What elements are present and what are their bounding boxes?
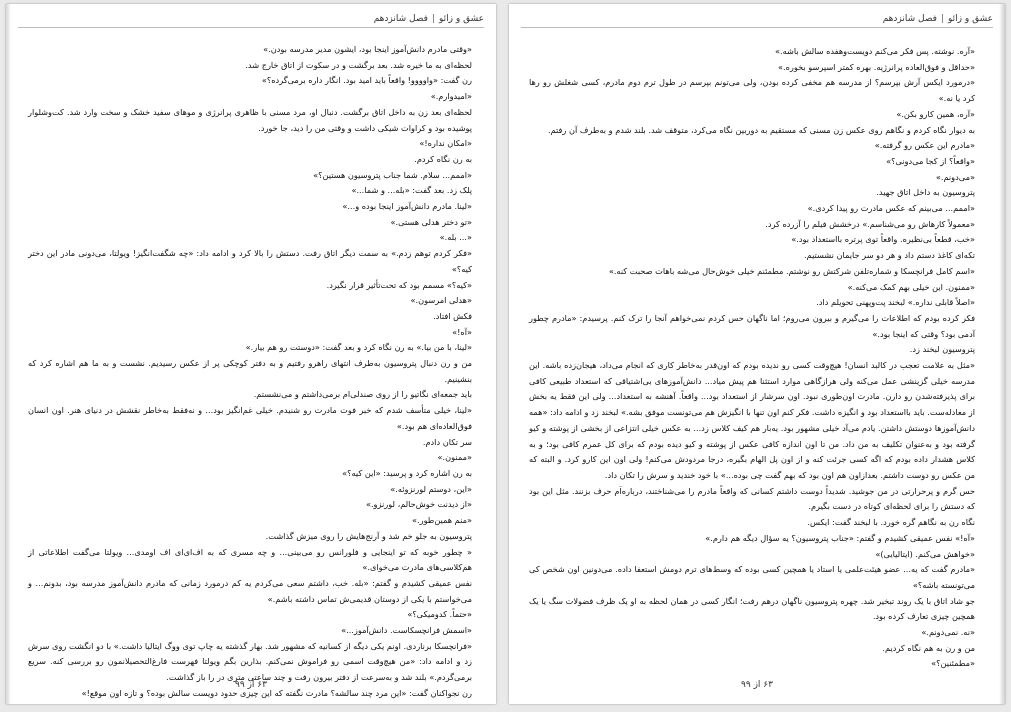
paragraph: «آره، همین کارو بکن.» xyxy=(896,108,975,119)
paragraph: سر تکان دادم. xyxy=(422,436,472,447)
running-header: عشق و زائو|فصل شانزدهم xyxy=(18,14,484,28)
paragraph: «کیه؟» مسمم بود که تحت‌تأثیر قرار نگیرد. xyxy=(326,279,472,290)
paragraph: به دیوار نگاه کردم و نگاهم روی عکس زن مسنی که مستقیم به دوربین نگاه می‌کرد، متوقف شد. بلند شدم و به‌طرف آن رفتم. xyxy=(547,124,975,135)
page-number: ۶۳ از ۹۹ xyxy=(741,680,773,690)
right-page xyxy=(509,4,1005,704)
paragraph: «لینا. مادرم دانش‌آموز اینجا بوده و...» xyxy=(342,201,472,212)
paragraph: «اسمش فرانچسکاست. دانش‌آموز...» xyxy=(341,625,472,636)
paragraph: «اممم... سلام. شما جناب پتروسیون هستین؟» xyxy=(313,169,472,180)
paragraph: «فکر کردم توهم زدم.» به سمت دیگر اتاق رفت. دستش را بالا کرد و ادامه داد: «چه شگفت‌انگیز! ویولتا، می‌دونی مادر این دختر کیه؟» xyxy=(28,248,472,274)
paragraph: حس گرم و پرحرارتی در من جوشید. شدیداً دوست داشتم کسانی که واقعاً مادرم را می‌شناختند، درباره‌اَم حرف بزنند. مثل این بود که دستش را برای لحظه‌ای کوتاه در دست بگیرم. xyxy=(529,485,975,512)
paragraph: «هدلی امرسون.» xyxy=(410,295,472,306)
paragraph: لحظه‌ای به ما خیره شد. بعد برگشت و در سکوت از اتاق خارج شد. xyxy=(245,59,472,70)
scan-shadow xyxy=(6,4,11,704)
chapter-title: فصل شانزدهم xyxy=(882,14,937,24)
paragraph: پلک زد. بعد گفت: «بله... و شما...» xyxy=(351,185,472,196)
paragraph: رن نجواکنان گفت: «این مرد چند سالشه؟ مادرت نگفته که این چیزی حدود دویست سالش بوده؟ و تازه اون موقع!» xyxy=(81,687,472,698)
page-number: ۶۳ از ۹۹ xyxy=(235,680,267,690)
paragraph: «ممنون. این خیلی بهم کمک می‌کنه.» xyxy=(847,281,975,292)
paragraph: «واقعاً؟ از کجا می‌دونی؟» xyxy=(886,155,975,166)
paragraph: «خواهش می‌کنم. (ایتالیایی)» xyxy=(875,548,975,559)
paragraph: «... بله.» xyxy=(439,232,472,243)
paragraph: به رن نگاه کردم. xyxy=(414,153,472,164)
paragraph: «مطمئنین؟» xyxy=(931,658,975,669)
paragraph: «نه. نمی‌دونم.» xyxy=(921,627,975,638)
paragraph: «فرانچسکا برناردی. اونم یکی دیگه از کسانیه که مشهور شد. بهار گذشته یه چاپ توی ووگ ایتالیا داشت.» با دو انگشت روی سرش زد و ادامه داد: «من هیچ‌وقت اسمی رو فراموش نمی‌کنم. بذارین بگم ویولتا فهرست فارغ‌التحصیلانمون رو بررسی کنه. سریع برمی‌گردم.» بلند شد و به‌سرعت از دفتر بیرون رفت و چند ساعتی متری در را باز گذاشت. xyxy=(28,640,472,683)
paragraph: «این، دوستم لورنزوئه.» xyxy=(390,483,472,494)
paragraph: فکر کرده بودم که اطلاعات را می‌گیرم و بیرون می‌روم؛ اما ناگهان حس کردم نمی‌خواهم آنجا را ترک کنم. پرسیدم: «مادرم چطور آدمی بود؟ وقتی که اینجا بود.» xyxy=(529,312,975,339)
paragraph: «مادرم گفت که یه... عضو هیئت‌علمی یا استاد یا همچین کسی بوده که وسط‌های ترم دومش استعفا داده. می‌دونین اون شخص کی می‌تونسته باشه؟» xyxy=(529,564,975,590)
paragraph: تکه‌ای کاغذ دستم داد و هر دو سر جایمان نشستیم. xyxy=(804,250,975,261)
paragraph: «آره. نوشته. پس فکر می‌کنم دویست‌وهفده سالش باشه.» xyxy=(774,46,975,56)
paragraph: به رن اشاره کرد و پرسید: «این کیه؟» xyxy=(342,467,472,478)
paragraph: «منم همین‌طور.» xyxy=(412,515,472,526)
paragraph: پتروسیون به جلو خم شد و آرنج‌هایش را روی میزش گذاشت. xyxy=(265,530,472,541)
paragraph: «مثل به علامت تعجب در کالبد انسان! هیچ‌وقت کسی رو ندیده بودم که اون‌قدر به‌خاطر کاری که انجام می‌داد، هیجان‌زده باشه. این مدرسه خیلی گزینشی عمل می‌کنه ولی هرازگاهی موارد استثنا هم پیش میاد... دانش‌آموزهای بی‌اشتیاقی که استعداد طبیعی کافی برای پذیرفته‌شدن رو دارن. مادرت اون‌طوری نبود. اون سرشار از استعداد بود... واقعاً. آهنشه به استعداد... ولی این فقط یه بخش از معادله‌ست. باید بااستعداد بود و انگیزه داشت. فکر کنم اون تنها با انگیزش هم می‌تونست موفق بشه.» لبخند زد و ادامه داد: «همه دانش‌آموزها دوستش داشتن. یادم می‌آد خیلی مشهور بود. یه‌بار هم کیف کلاس زد... به عکس خیلی انتزاعی از بخشی از پوشته و کیو گرفته بود و به‌عنوان تکلیف به من داد. من تا اون اندازه کافی عکس از پوشته و کیو دیده بودم که برای کل عمرم کافی بود؛ و به کلاس هشدار داده بودم که اگه کسی جرئت کنه و از اون پل الهام بگیره، درجا مردودش می‌کنم! ولی اون این کارو کرد. و البته که من عکس رو دوست داشتم. بعدازاون هم اون بود که بهم گفت چی بوده...» با خود خندید و سرش را تکان داد. xyxy=(529,360,975,480)
paragraph: نفس عمیقی کشیدم و گفتم: «بله. خب، داشتم سعی می‌کردم یه کم درمورد زمانی که مادرم دانش‌آموز مدرسه بود، بدونم... و می‌خواستم با یکی از دوستان قدیمی‌ش تماس داشته باشم.» xyxy=(28,577,472,604)
paragraph: «حداقل و فوق‌العاده پرانرژیه. بهره کمتر اسپرسو بخوره.» xyxy=(777,61,975,72)
paragraph: «وقتی مادرم دانش‌آموز اینجا بود، ایشون مدیر مدرسه بودن.» xyxy=(263,44,472,54)
paragraph: «اممم... می‌بینم که عکس مادرت رو پیدا کردی.» xyxy=(807,203,975,214)
book-title: عشق و زائو xyxy=(948,14,993,24)
paragraph: «حتماً. کدومیکی؟» xyxy=(407,609,472,620)
paragraph: «آه!» xyxy=(452,326,472,337)
paragraph: «امیدوارم.» xyxy=(430,91,472,102)
paragraph: من و رن دنبال پتروسیون به‌طرف انتهای راهرو رفتیم و به دفتر کوچکی پر از عکس رسیدیم. نشست و به ما هم اشاره کرد که بنشینیم. xyxy=(28,358,472,384)
paragraph: «می‌دونم.» xyxy=(935,171,975,182)
scan-shadow xyxy=(999,4,1005,704)
paragraph: «درمورد ایکس آرش بپرسم؟ از مدرسه هم مخفی کرده بودن، ولی می‌تونم بپرسم در طول ترم دوم مادرم، کسی شغلش رو رها کرد یا نه.» xyxy=(529,77,975,104)
paragraph: «لینا، با من بیا.» به رن نگاه کرد و بعد گفت: «دوستت رو هم بیار.» xyxy=(245,342,472,353)
left-page xyxy=(6,4,496,704)
paragraph: باید جمعه‌ای نگاتیو را از روی صندلی‌ام برمی‌داشتم و می‌نشستم. xyxy=(253,389,472,400)
paragraph: پتروسیون به داخل اتاق جهید. xyxy=(876,187,975,198)
paragraph: «مادرم این عکس رو گرفته.» xyxy=(874,140,975,151)
paragraph: «اسم کامل فرانچسکا و شماره‌تلفن شرکتش رو نوشتم. مطمئنم خیلی خوش‌حال می‌شه باهات صحبت کنه.» xyxy=(608,265,975,276)
paragraph: «آه!» نفس عمیقی کشیدم و گفتم: «جناب پتروسیون؟ یه سؤال دیگه هم دارم.» xyxy=(705,532,975,543)
paragraph: من و رن به هم نگاه کردیم. xyxy=(882,642,975,653)
paragraph: «ممنون.» xyxy=(437,452,472,463)
book-title: عشق و زائو xyxy=(439,14,484,24)
paragraph: «معمولاً کارهاش رو می‌شناسم.» درخشش فیلم را آزرده کرد. xyxy=(765,218,975,229)
running-header: عشق و زائو|فصل شانزدهم xyxy=(521,14,993,28)
page-body xyxy=(529,44,975,669)
paragraph: «امکان نداره!» xyxy=(419,138,472,149)
paragraph: لحظه‌ای بعد زن به داخل اتاق برگشت. دنبال او، مرد مسنی با ظاهری پرانرژی و موهای سفید خشک و سخت وارد شد. کت‌وشلوار پوشیده بود و کراوات شیکی داشت و وقتی من را دید، جا خورد. xyxy=(28,106,472,133)
paragraph: «تو دختر هدلی هستی.» xyxy=(390,216,472,227)
paragraph: جو شاد اتاق با یک روند تبخیر شد. چهره پتروسیون ناگهان درهم رفت؛ انگار کسی در همان لحظه به او یک ظرف فضولات سگ یا یک همچین چیزی تعارف کرده بود. xyxy=(529,595,975,622)
paragraph: رن گفت: «واوووو! واقعاً باید امید بود. انگار داره برمی‌گرده؟» xyxy=(261,75,472,86)
paragraph: «اصلاً قابلی نداره.» لبخند پت‌وپهنی تحویلم داد. xyxy=(816,297,975,308)
chapter-title: فصل شانزدهم xyxy=(373,14,428,24)
paragraph: پتروسیون لبخند زد. xyxy=(909,344,975,355)
paragraph: « چطور خوبه که تو اینجایی و فلورانس رو می‌بینی... و چه مسری که به اف‌ای‌ای اف اومدی... ویولتا می‌گفت اطلاعاتی از هم‌کلاسی‌های مادرت می‌خوای.» xyxy=(28,546,472,573)
paragraph: «خب، قطعاً بی‌نظیره. واقعاً توی پرتره بااستعداد بود.» xyxy=(791,234,975,245)
paragraph: «از دیدنت خوش‌حالم، لورنزو.» xyxy=(365,499,472,510)
paragraph: «لینا، خیلی متأسف شدم که خبر فوت مادرت رو شنیدم. خیلی غم‌انگیز بود... و نه‌فقط به‌خاطر نقشش در دنیای هنر. اون انسان فوق‌العاده‌ای هم بود.» xyxy=(28,405,472,431)
paragraph: نگاه رن به نگاهم گره خورد. با لبخند گفت: ایکس. xyxy=(807,517,975,528)
paragraph: فکش افتاد. xyxy=(433,310,472,321)
